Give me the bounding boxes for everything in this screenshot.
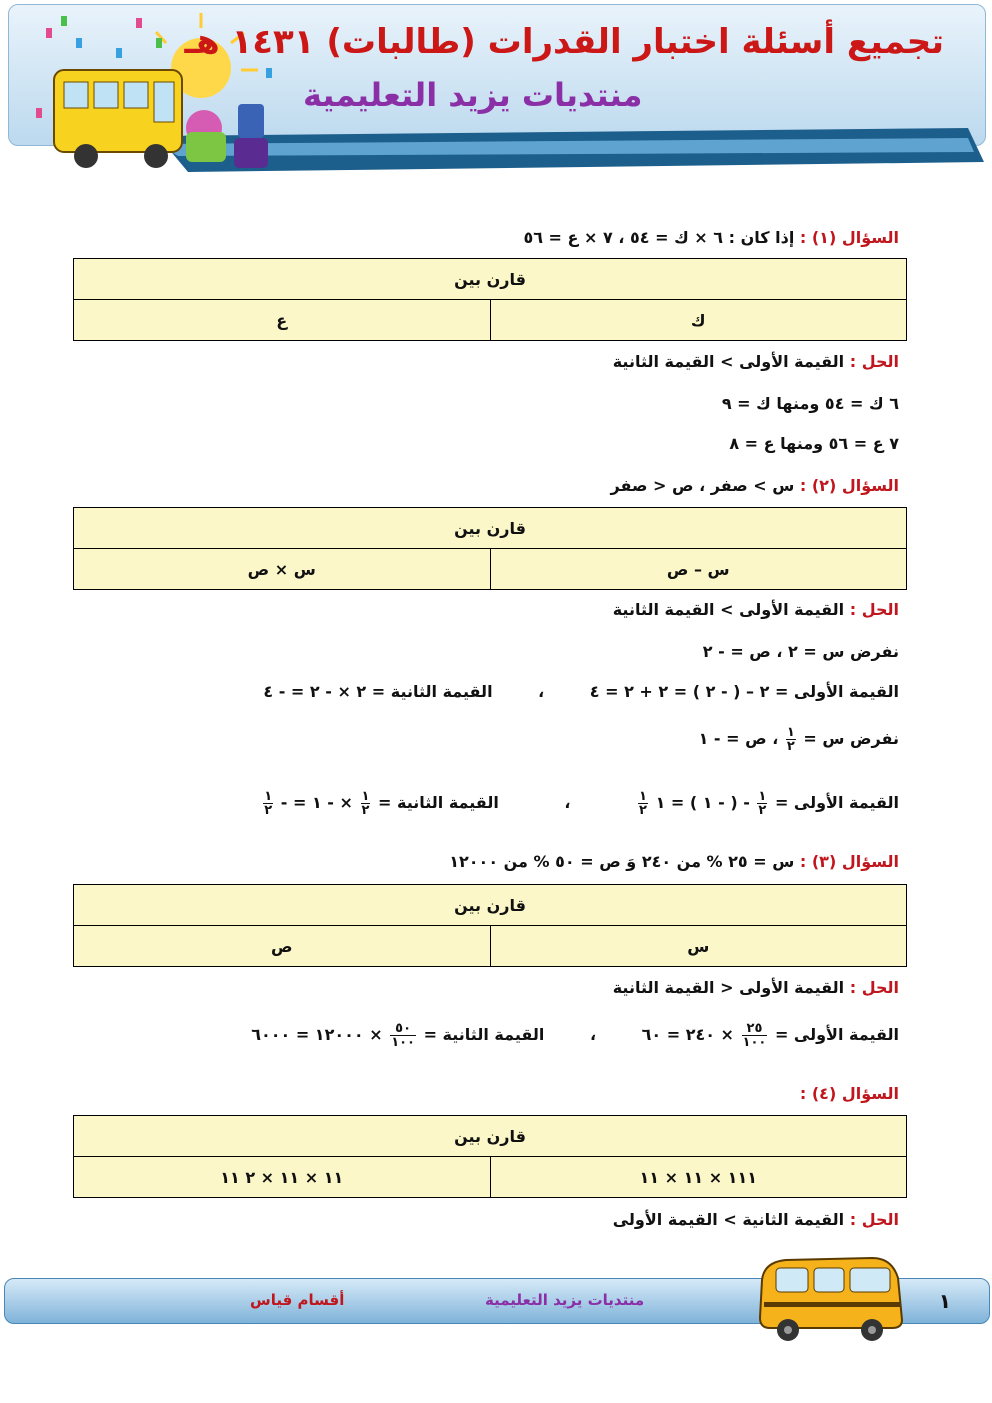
fraction-denominator: ٢ bbox=[758, 803, 767, 818]
step-line: ٦ ك = ٥٤ ومنها ك = ٩ bbox=[721, 394, 899, 413]
question-2 bbox=[611, 476, 899, 495]
step-part: - ( - ١ ) = bbox=[670, 793, 750, 812]
solution-label: الحل : bbox=[849, 352, 899, 371]
fraction-denominator: ٢ bbox=[786, 739, 795, 754]
compare-header: قارن بين bbox=[74, 259, 907, 300]
separator: ، bbox=[589, 1025, 597, 1044]
footer-bus-illustration bbox=[752, 1250, 912, 1342]
question-text: س > صفر ، ص < صفر bbox=[610, 476, 795, 495]
compare-table-1 bbox=[73, 258, 907, 341]
first-quantity: ١١١ × ١١ × ١١ bbox=[490, 1157, 907, 1198]
forum-subtitle: منتديات يزيد التعليمية bbox=[303, 76, 643, 114]
step-line bbox=[263, 682, 899, 701]
question-3 bbox=[449, 852, 899, 871]
step-part: القيمة الأولى = bbox=[774, 793, 899, 812]
solution-label: الحل : bbox=[849, 600, 899, 619]
fraction-numerator: ٢٥ bbox=[742, 1022, 768, 1036]
question-label: السؤال (١) : bbox=[799, 228, 899, 247]
fraction-denominator: ٢ bbox=[639, 803, 647, 818]
step-part: القيمة الأولى = bbox=[774, 1025, 899, 1044]
first-quantity: س – ص bbox=[490, 549, 907, 590]
fraction-numerator: ١ bbox=[786, 725, 795, 740]
first-quantity: س bbox=[490, 926, 907, 967]
second-quantity: ع bbox=[74, 300, 491, 341]
fraction-denominator: ١٠٠ bbox=[391, 1035, 415, 1050]
fraction-numerator: ١ bbox=[758, 789, 767, 804]
second-quantity: ص bbox=[74, 926, 491, 967]
question-label: السؤال (٢) : bbox=[799, 476, 899, 495]
step-part: القيمة الثانية = bbox=[423, 1025, 545, 1044]
step-line bbox=[699, 726, 899, 753]
fraction-half bbox=[786, 726, 796, 753]
question-4 bbox=[800, 1084, 899, 1103]
solution-text: القيمة الأولى > القيمة الثانية bbox=[612, 352, 845, 371]
solution-3 bbox=[613, 978, 899, 997]
compare-table-2 bbox=[73, 507, 907, 590]
step-part: نفرض س = bbox=[803, 729, 899, 748]
step-part: القيمة الثانية = bbox=[378, 793, 499, 812]
fraction-numerator: ١ bbox=[264, 789, 273, 804]
separator: ، bbox=[538, 682, 545, 701]
first-quantity: ك bbox=[490, 300, 907, 341]
question-text: إذا كان : ٦ × ك = ٥٤ ، ٧ × ع = ٥٦ bbox=[523, 228, 795, 247]
fraction-half bbox=[361, 790, 371, 817]
footer-section: أقسام قياس bbox=[250, 1291, 345, 1309]
question-1 bbox=[523, 228, 899, 247]
fraction-half bbox=[757, 790, 767, 817]
fraction-25-100 bbox=[742, 1022, 768, 1049]
step-line bbox=[251, 1022, 899, 1049]
second-quantity: س × ص bbox=[74, 549, 491, 590]
compare-header: قارن بين bbox=[74, 508, 907, 549]
step-part: ١ bbox=[655, 793, 666, 812]
step-part: ، ص = - ١ bbox=[698, 729, 779, 748]
step-line: نفرض س = ٢ ، ص = - ٢ bbox=[702, 642, 899, 661]
question-label: السؤال (٤) : bbox=[799, 1084, 899, 1103]
solution-2 bbox=[613, 600, 899, 619]
step-part: القيمة الأولى = ٢ – ( - ٢ ) = ٢ + ٢ = ٤ bbox=[589, 682, 899, 701]
compare-header: قارن بين bbox=[74, 1116, 907, 1157]
step-part: × - ١ = - bbox=[280, 793, 353, 812]
step-line: ٧ ع = ٥٦ ومنها ع = ٨ bbox=[729, 434, 899, 453]
footer-site-name: منتديات يزيد التعليمية bbox=[485, 1291, 645, 1309]
solution-text: القيمة الأولى < القيمة الثانية bbox=[612, 978, 845, 997]
fraction-numerator: ٥٠ bbox=[390, 1022, 416, 1036]
solution-label: الحل : bbox=[849, 1210, 899, 1229]
solution-text: القيمة الأولى > القيمة الثانية bbox=[612, 600, 845, 619]
separator: ، bbox=[564, 793, 571, 812]
fraction-denominator: ١٠٠ bbox=[742, 1035, 767, 1050]
step-part: القيمة الثانية = ٢ × - ٢ = - ٤ bbox=[263, 682, 493, 701]
compare-header: قارن بين bbox=[74, 885, 907, 926]
step-line bbox=[261, 790, 899, 817]
solution-1 bbox=[613, 352, 899, 371]
solution-4 bbox=[613, 1210, 899, 1229]
solution-text: القيمة الثانية > القيمة الأولى bbox=[612, 1210, 845, 1229]
compare-table-3 bbox=[73, 884, 907, 967]
page-header bbox=[8, 4, 984, 174]
solution-label: الحل : bbox=[849, 978, 899, 997]
fraction-half bbox=[263, 790, 273, 817]
step-part: × ٢٤٠ = ٦٠ bbox=[641, 1025, 734, 1044]
document-title: تجميع أسئلة اختبار القدرات (طالبات) ١٤٣١ هـ bbox=[184, 22, 944, 62]
fraction-numerator: ١ bbox=[639, 789, 647, 804]
fraction-denominator: ٢ bbox=[264, 803, 273, 818]
question-text: س = ٢٥ % من ٢٤٠ وَ ص = ٥٠ % من ١٢٠٠٠ bbox=[449, 852, 795, 871]
compare-table-4 bbox=[73, 1115, 907, 1198]
fraction-denominator: ٢ bbox=[361, 803, 370, 818]
second-quantity: ١١ × ١١ × ٢ ١١ bbox=[74, 1157, 491, 1198]
step-part: × ١٢٠٠٠ = ٦٠٠٠ bbox=[251, 1025, 383, 1044]
page-number: ١ bbox=[938, 1289, 951, 1313]
fraction-numerator: ١ bbox=[361, 789, 370, 804]
question-label: السؤال (٣) : bbox=[799, 852, 899, 871]
fraction-50-100 bbox=[390, 1022, 416, 1049]
fraction-half bbox=[638, 790, 648, 817]
